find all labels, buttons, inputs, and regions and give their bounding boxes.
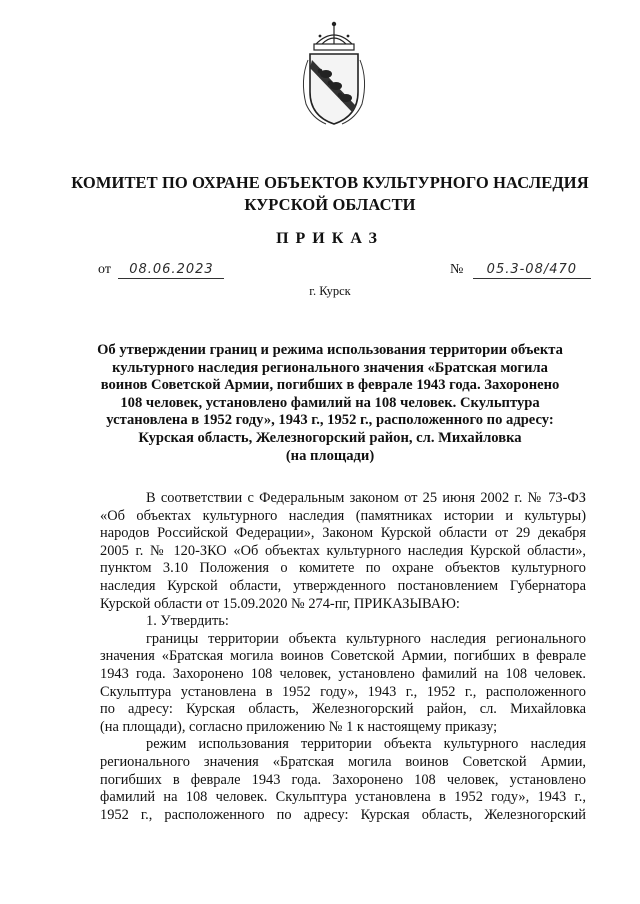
body-line: (на площади), согласно приложению № 1 к настоящему приказу; (100, 718, 498, 735)
city-label: г. Курск (309, 284, 351, 298)
org-title-line-1: КОМИТЕТ ПО ОХРАНЕ ОБЪЕКТОВ КУЛЬТУРНОГО НАСЛЕДИЯ (71, 173, 589, 192)
body-line: Курской области от 15.09.2020 № 274-пг, ПРИКАЗЫВАЮ: (100, 595, 460, 612)
org-title-line-2: КУРСКОЙ ОБЛАСТИ (244, 195, 416, 214)
body-line: Скульптура установлена в 1952 году», 1943 г., 1952 г., расположенного (100, 683, 586, 700)
body-line: «Об объектах культурного наследия (памятниках истории и культуры) (100, 507, 586, 524)
subject-line: культурного наследия регионального значения «Братская могила (112, 359, 548, 376)
date-prefix: от (98, 262, 111, 277)
body-line: 1952 г., расположенного по адресу: Курская область, Железногорский (100, 806, 586, 823)
date-value: 08.06.2023 (118, 262, 224, 279)
subject-line: воинов Советской Армии, погибших в феврале 1943 года. Захоронено (100, 377, 560, 394)
organization-title (40, 172, 620, 216)
subject-line: Об утверждении границ и режима использования территории объекта (97, 342, 563, 358)
body-line: наследия Курской области, утвержденного постановлением Губернатора (100, 577, 586, 594)
kursk-coat-of-arms-icon (296, 20, 372, 128)
number-prefix: № (450, 262, 464, 277)
body-line: 1943 года. Захоронено 108 человек, установлено фамилий на 108 человек. (100, 665, 586, 682)
body-line: погибших в феврале 1943 года. Захоронено 108 человек, установлено (100, 771, 586, 788)
body-line: регионального значения «Братская могила воинов Советской Армии, (100, 753, 586, 770)
document-type-heading: ПРИКАЗ (276, 230, 384, 247)
subject-line: установлена в 1952 году», 1943 г., 1952 г., расположенного по адресу: (106, 412, 554, 429)
order-body (100, 490, 586, 824)
body-line: В соответствии с Федеральным законом от 25 июня 2002 г. № 73-ФЗ (146, 490, 586, 506)
body-line: границы территории объекта культурного наследия регионального (146, 630, 586, 647)
subject-line: Курская область, Железногорский район, сл. Михайловка (138, 429, 522, 446)
body-line: режим использования территории объекта культурного наследия (146, 736, 586, 753)
body-line: по адресу: Курская область, Железногорский район, сл. Михайловка (100, 701, 586, 718)
body-line: 1. Утвердить: (146, 613, 229, 630)
body-line: 2005 г. № 120-ЗКО «Об объектах культурного наследия Курской области», (100, 542, 586, 559)
body-line: народов Российской Федерации», Законом Курской области от 29 декабря (100, 525, 586, 542)
subject-line: 108 человек, установлено фамилий на 108 человек. Скульптура (120, 394, 540, 411)
body-line: фамилий на 108 человек. Скульптура установлена в 1952 году», 1943 г., (100, 789, 586, 806)
number-value: 05.3-08/470 (473, 262, 591, 279)
body-line: значения «Братская могила воинов Советской Армии, погибших в феврале (100, 648, 586, 665)
date-field (98, 262, 224, 279)
body-line: пунктом 3.10 Положения о комитете по охране объектов культурного (100, 560, 586, 577)
order-subject (60, 342, 600, 465)
number-field (450, 262, 591, 279)
subject-line: (на площади) (285, 447, 375, 464)
